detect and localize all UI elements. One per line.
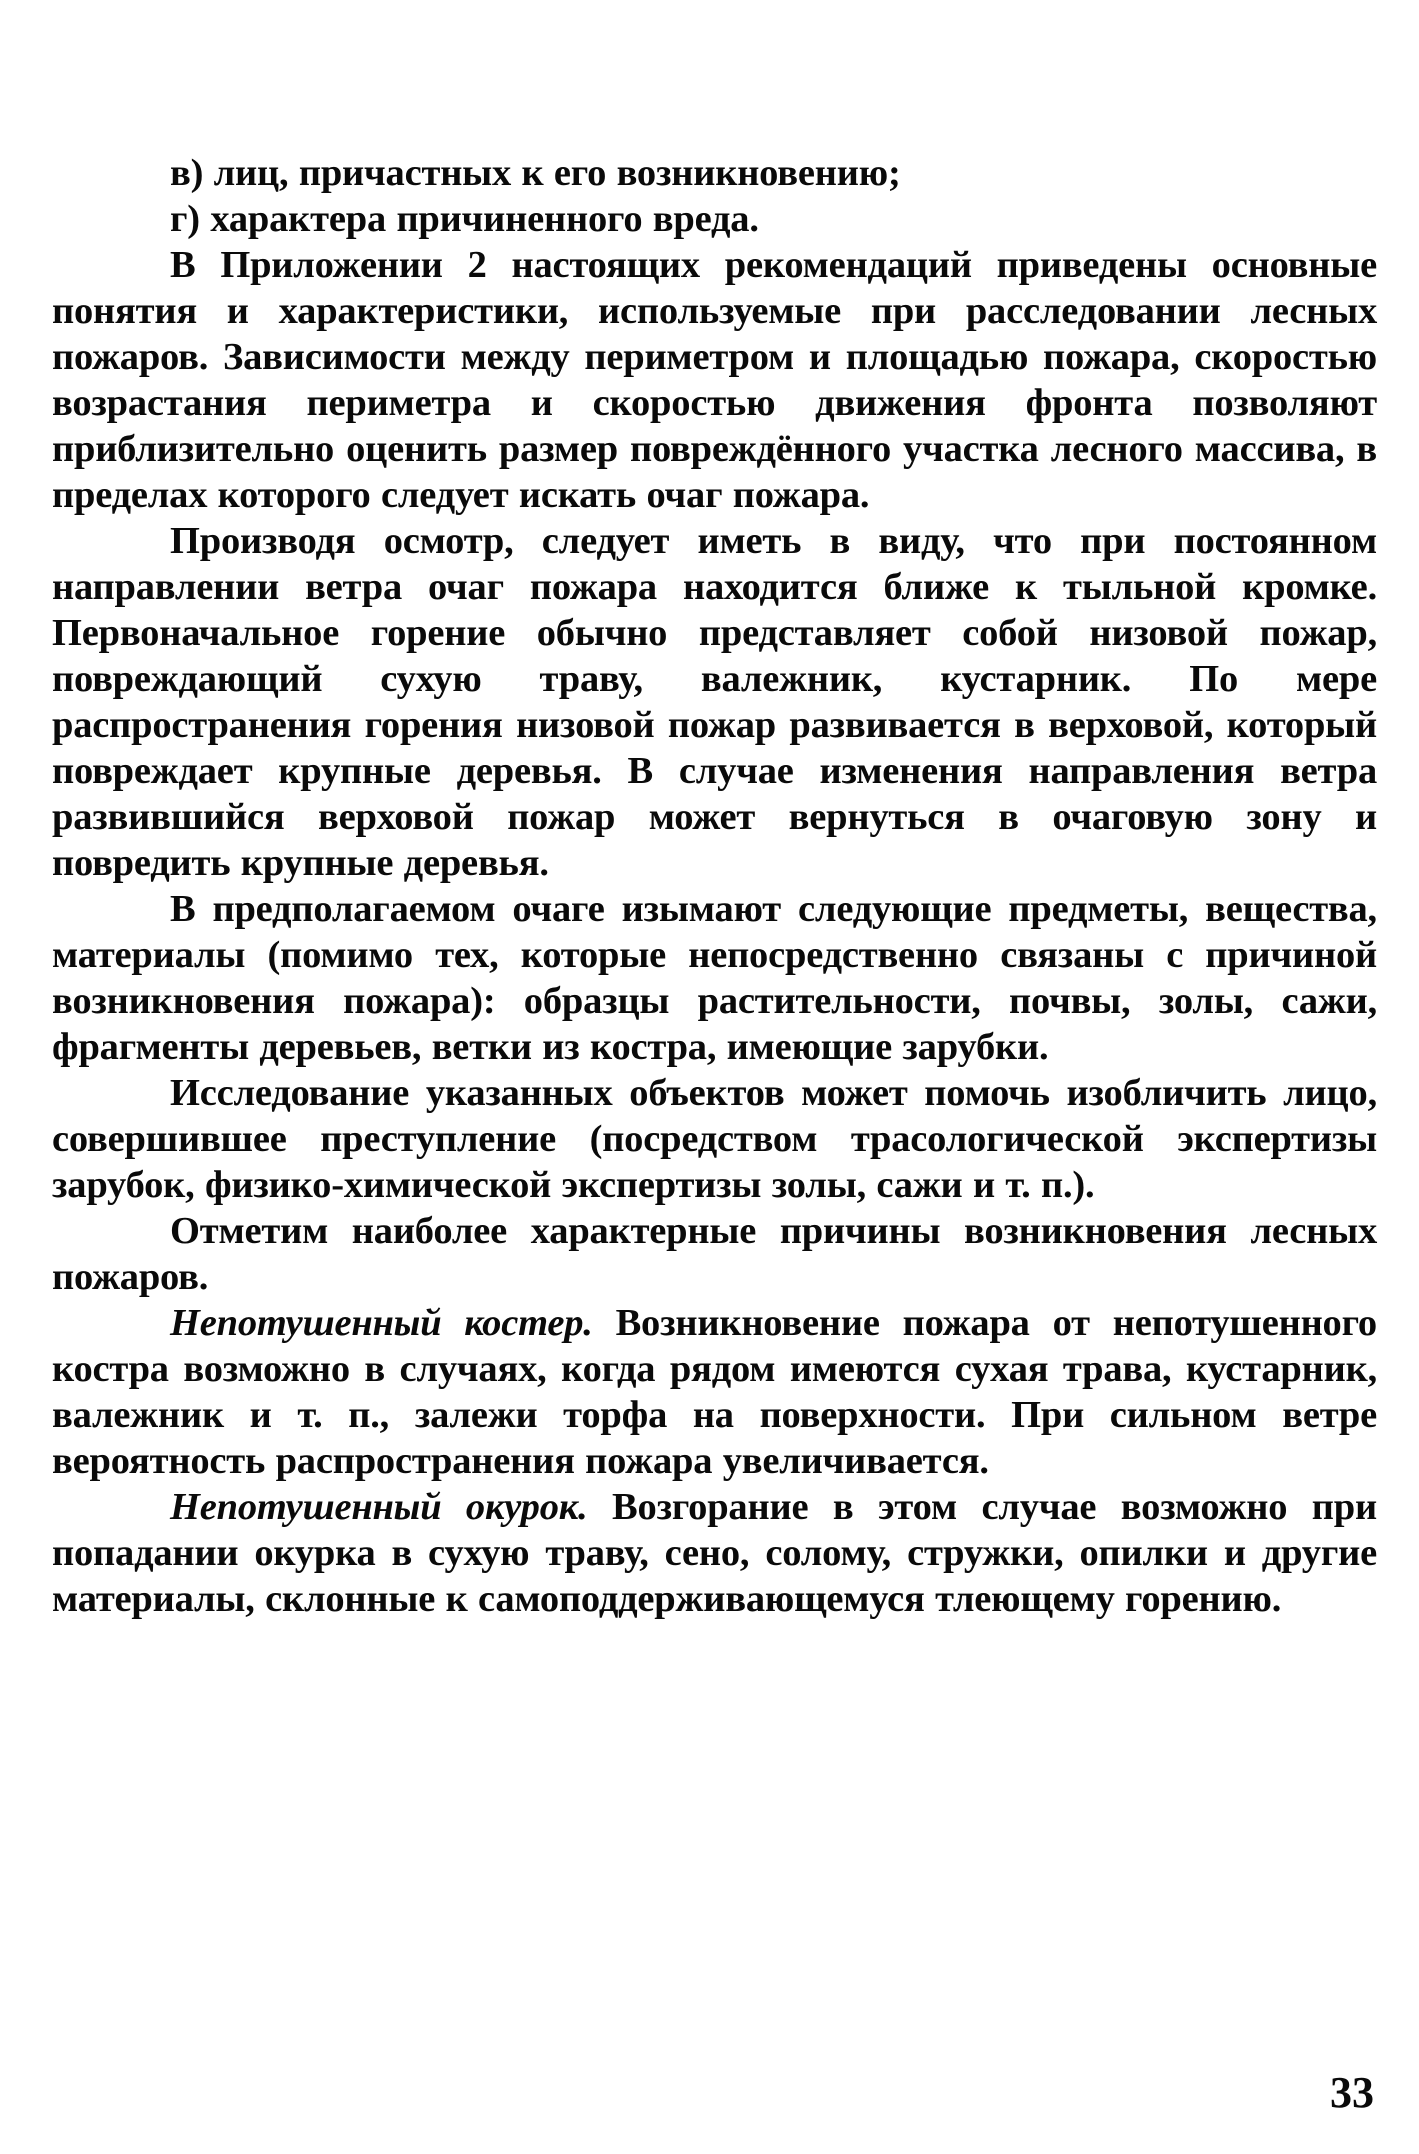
paragraph-causes-intro: Отметим наиболее характерные причины возникновения лесных пожаров. (52, 1210, 1377, 1298)
text-cigarette: Возгорание в этом случае возможно при попадании окурка в сухую траву, сено, солому, стружки, опилки и другие материалы, склонные к самоподдерживающемуся тлеющему горению. (52, 1486, 1377, 1620)
page-text-block (52, 150, 1377, 1622)
paragraph-cigarette (52, 1484, 1377, 1622)
list-item-v: в) лиц, причастных к его возникновению; (170, 152, 901, 194)
heading-campfire: Непотушенный костер. (170, 1302, 593, 1344)
paragraph-appendix: В Приложении 2 настоящих рекомендаций приведены основные понятия и характеристики, используемые при расследовании лесных пожаров. Зависимости между периметром и площадью пожара, скоростью возрастания периметра и скоростью движения фронта позволяют приблизительно оценить размер повреждённого участка лесного массива, в пределах которого следует искать очаг пожара. (52, 244, 1377, 516)
paragraph-inspection: Производя осмотр, следует иметь в виду, что при постоянном направлении ветра очаг пожара находится ближе к тыльной кромке. Первоначальное горение обычно представляет собой низовой пожар, повреждающий сухую траву, валежник, кустарник. По мере распространения горения низовой пожар развивается в верховой, который повреждает крупные деревья. В случае изменения направления ветра развившийся верховой пожар может вернуться в очаговую зону и повредить крупные деревья. (52, 520, 1377, 884)
text-campfire: Возникновение пожара от непотушенного костра возможно в случаях, когда рядом имеются сухая трава, кустарник, валежник и т. п., залежи торфа на поверхности. При сильном ветре вероятность распространения пожара увеличивается. (52, 1302, 1377, 1482)
heading-cigarette: Непотушенный окурок. (170, 1486, 588, 1528)
list-item-g: г) характера причиненного вреда. (170, 198, 759, 240)
paragraph-research: Исследование указанных объектов может помочь изобличить лицо, совершившее преступление (посредством трасологической экспертизы зарубок, физико-химической экспертизы золы, сажи и т. п.). (52, 1072, 1377, 1206)
page-number: 33 (1330, 2068, 1374, 2117)
paragraph-seized-items: В предполагаемом очаге изымают следующие предметы, вещества, материалы (помимо тех, которые непосредственно связаны с причиной возникновения пожара): образцы растительности, почвы, золы, сажи, фрагменты деревьев, ветки из костра, имеющие зарубки. (52, 888, 1377, 1068)
paragraph-campfire (52, 1300, 1377, 1484)
